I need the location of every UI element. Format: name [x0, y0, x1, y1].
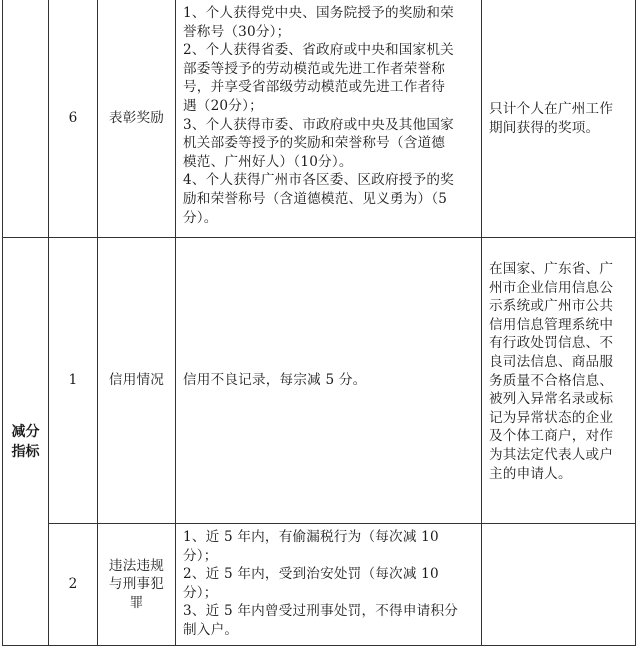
criteria-award	[176, 0, 482, 238]
note-line: 为其法定代表人或户	[489, 446, 614, 463]
note-line: 示系统或广州市公共	[489, 298, 614, 315]
note-line: 只计个人在广州工作	[489, 100, 614, 117]
criteria-line: 遇（20分）；	[183, 97, 263, 114]
row-index-award: 6	[49, 0, 98, 238]
note-line: 在国家、广东省、广	[489, 261, 614, 277]
note-line: 州市企业信用信息公	[489, 279, 614, 296]
criteria-line: 3、近 5 年内曾受过刑事处罚，不得申请积分	[183, 603, 459, 620]
deduction-group-label: 减分 指标	[2, 238, 49, 646]
note-line: 务质量不合格信息、	[489, 372, 614, 389]
policy-table	[2, 0, 636, 646]
group-cell-empty	[2, 0, 49, 238]
note-line: 信用信息管理系统中	[489, 316, 614, 333]
criteria-line: 1、个人获得党中央、国务院授予的奖励和荣	[183, 5, 454, 21]
note-line: 有行政处罚信息、不	[489, 335, 614, 352]
criteria-credit: 信用不良记录，每宗减 5 分。	[176, 238, 482, 524]
criteria-line: 3、个人获得市委、市政府或中央及其他国家	[183, 116, 454, 133]
criteria-line: 2、个人获得省委、省政府或中央和国家机关	[183, 42, 454, 59]
criteria-line: 部委等授予的劳动模范或先进工作者荣誉称	[183, 60, 446, 77]
criteria-line: 分）；	[183, 547, 218, 564]
note-award	[482, 0, 636, 238]
criteria-line: 制入户。	[183, 621, 239, 638]
criteria-line: 分）。	[183, 209, 218, 226]
criteria-violation	[176, 524, 482, 646]
criteria-line: 2、近 5 年内，受到治安处罚（每次减 10	[183, 566, 439, 583]
note-violation	[482, 524, 636, 646]
item-name-credit: 信用情况	[98, 238, 176, 524]
item-name-award: 表彰奖励	[98, 0, 176, 238]
criteria-line: 机关部委等授予的奖励和荣誉称号（含道德	[183, 135, 446, 152]
note-line: 及个体工商户，对作	[489, 428, 614, 445]
row-index-credit: 1	[49, 238, 98, 524]
criteria-line: 1、近 5 年内，有偷漏税行为（每次减 10	[183, 529, 439, 545]
row-index-violation: 2	[49, 524, 98, 646]
criteria-line: 誉称号（30分）；	[183, 23, 291, 40]
note-line: 记为异常状态的企业	[489, 409, 614, 426]
criteria-line: 号，并享受省部级劳动模范或先进工作者待	[183, 79, 446, 96]
note-credit	[482, 238, 636, 524]
item-name-violation: 违法违规 与刑事犯 罪	[98, 524, 176, 646]
note-line: 主的申请人。	[489, 465, 572, 482]
note-line: 期间获得的奖项。	[489, 119, 600, 136]
criteria-line: 4、个人获得广州市各区委、区政府授予的奖	[183, 172, 454, 189]
criteria-line: 分）；	[183, 584, 218, 601]
note-line: 被列入异常名录或标	[489, 391, 614, 408]
criteria-line: 励和荣誉称号（含道德模范、见义勇为）（5	[183, 190, 448, 207]
note-line: 良司法信息、商品服	[489, 353, 614, 370]
criteria-line: 模范、广州好人）（10分）。	[183, 153, 353, 170]
